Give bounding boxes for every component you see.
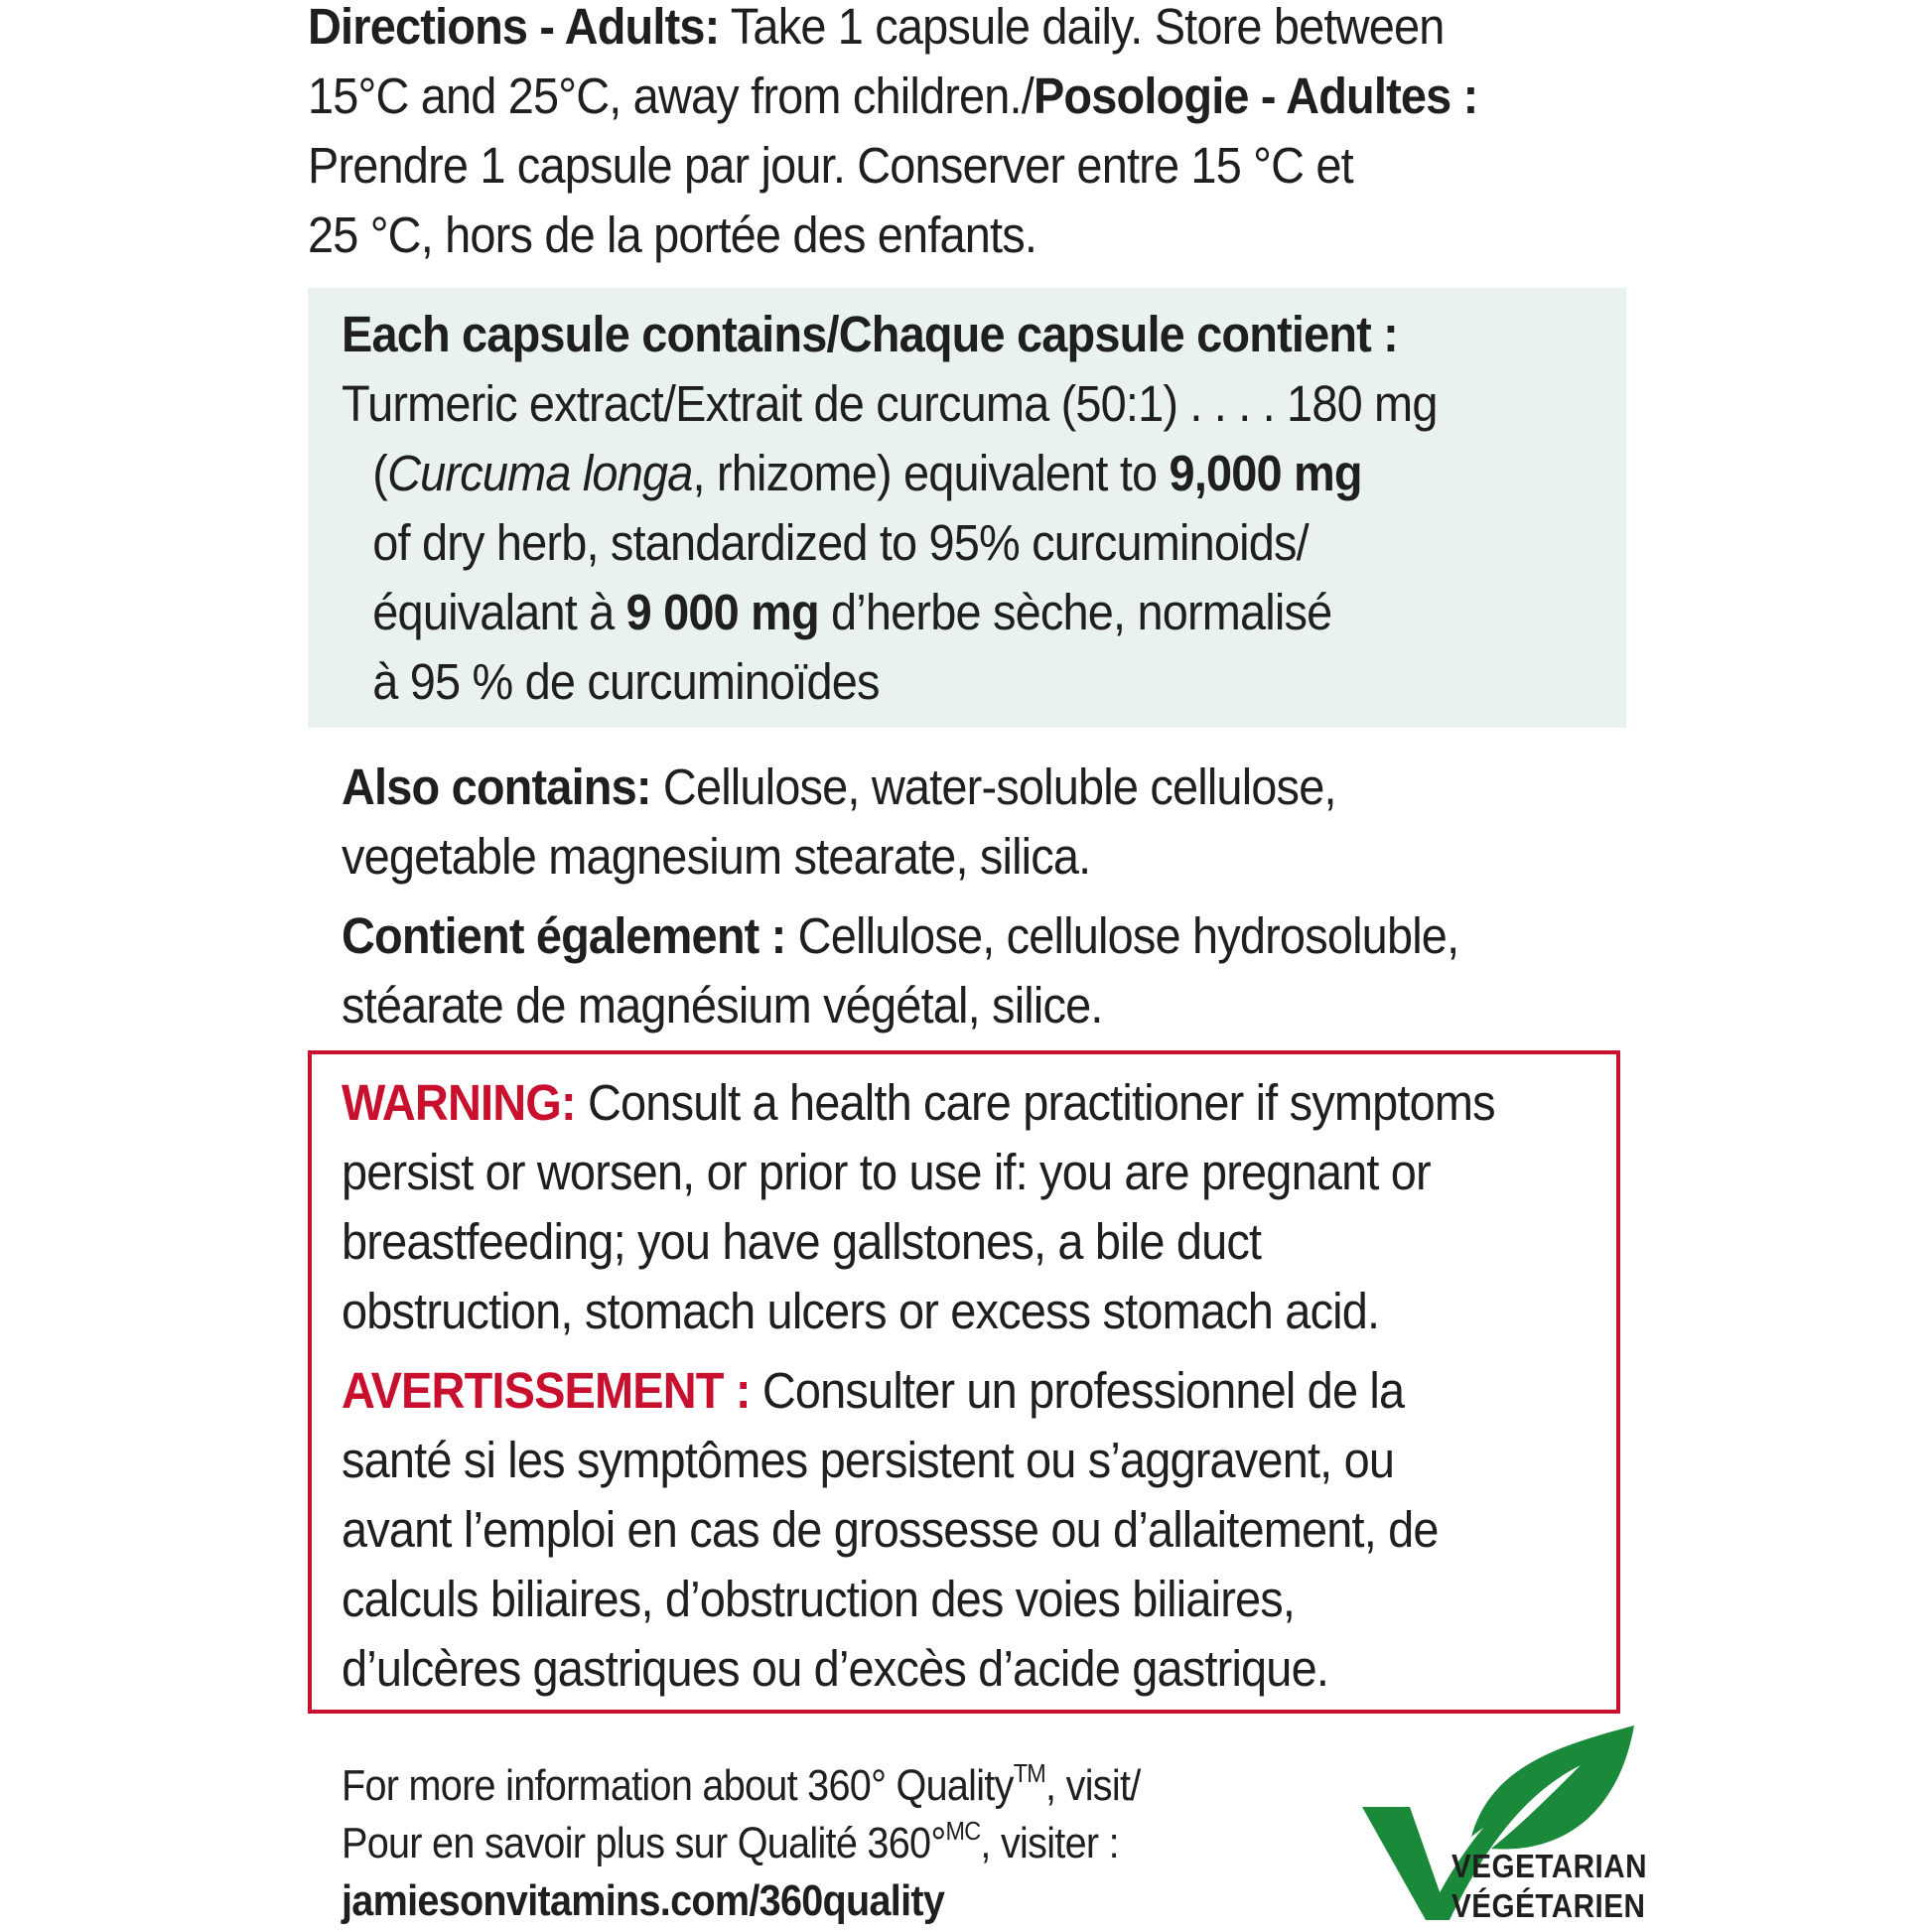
vegetarian-en: VEGETARIAN xyxy=(1451,1848,1648,1884)
directions-section xyxy=(308,0,1532,270)
directions-line-2: 15°C and 25°C, away from children./Posologie - Adultes : xyxy=(308,68,1478,124)
ingredient-line-5: à 95 % de curcuminoïdes xyxy=(372,653,880,710)
also-heading-en: Also contains: xyxy=(342,759,651,815)
directions-heading-fr: Posologie - Adultes : xyxy=(1033,68,1478,124)
also-line-2: vegetable magnesium stearate, silica. xyxy=(342,828,1091,885)
also-line-4: stéarate de magnésium végétal, silice. xyxy=(342,977,1103,1034)
botanical-name: Curcuma longa xyxy=(387,445,693,501)
warning-line-9: d’ulcères gastriques ou d’excès d’acide gastrique. xyxy=(342,1640,1329,1697)
directions-line-1: Directions - Adults: Take 1 capsule daily. Store between xyxy=(308,0,1445,55)
warning-line-1: WARNING: Consult a health care practitioner if symptoms xyxy=(342,1074,1495,1131)
warning-line-7: avant l’emploi en cas de grossesse ou d’allaitement, de xyxy=(342,1501,1439,1558)
quality-line-1: For more information about 360° Quality™, visit/ xyxy=(342,1758,1141,1810)
also-line-1: Also contains: Cellulose, water-soluble cellulose, xyxy=(342,759,1336,815)
warning-line-3: breastfeeding; you have gallstones, a bile duct xyxy=(342,1213,1262,1270)
quality-line-2: Pour en savoir plus sur Qualité 360°$^{MC}$, visiter : xyxy=(342,1816,1119,1867)
also-contains-section xyxy=(342,753,1566,1040)
quality-url[interactable]: jamiesonvitamins.com/360quality xyxy=(342,1876,945,1925)
vegetarian-fr: VÉGÉTARIEN xyxy=(1451,1887,1646,1924)
directions-heading-en: Directions - Adults: xyxy=(308,0,720,55)
warning-line-5: AVERTISSEMENT : Consulter un professionnel de la xyxy=(342,1362,1405,1419)
directions-line-4: 25 °C, hors de la portée des enfants. xyxy=(308,207,1037,263)
warning-line-2: persist or worsen, or prior to use if: you are pregnant or xyxy=(342,1144,1431,1200)
also-line-3: Contient également : Cellulose, cellulose hydrosoluble, xyxy=(342,907,1459,964)
vegetarian-badge-text xyxy=(1451,1847,1647,1926)
warning-line-8: calculs biliaires, d’obstruction des voies biliaires, xyxy=(342,1571,1296,1627)
warning-heading-fr: AVERTISSEMENT : xyxy=(342,1362,751,1419)
also-heading-fr: Contient également : xyxy=(342,907,786,964)
warning-line-6: santé si les symptômes persistent ou s’aggravent, ou xyxy=(342,1432,1395,1488)
ingredient-line-2: (Curcuma longa, rhizome) equivalent to 9,000 mg xyxy=(372,445,1362,501)
warning-heading-en: WARNING: xyxy=(342,1074,576,1131)
warning-line-4: obstruction, stomach ulcers or excess stomach acid. xyxy=(342,1283,1380,1339)
ingredients-section xyxy=(342,300,1566,717)
warning-section xyxy=(342,1068,1566,1704)
ingredient-line-4: équivalant à 9 000 mg d’herbe sèche, normalisé xyxy=(372,584,1332,640)
ingredient-line-1: Turmeric extract/Extrait de curcuma (50:1) . . . . 180 mg xyxy=(342,375,1438,432)
ingredients-heading: Each capsule contains/Chaque capsule contient : xyxy=(342,306,1398,362)
ingredient-line-3: of dry herb, standardized to 95% curcuminoids/ xyxy=(372,514,1309,571)
directions-line-3: Prendre 1 capsule par jour. Conserver entre 15 °C et xyxy=(308,137,1353,194)
